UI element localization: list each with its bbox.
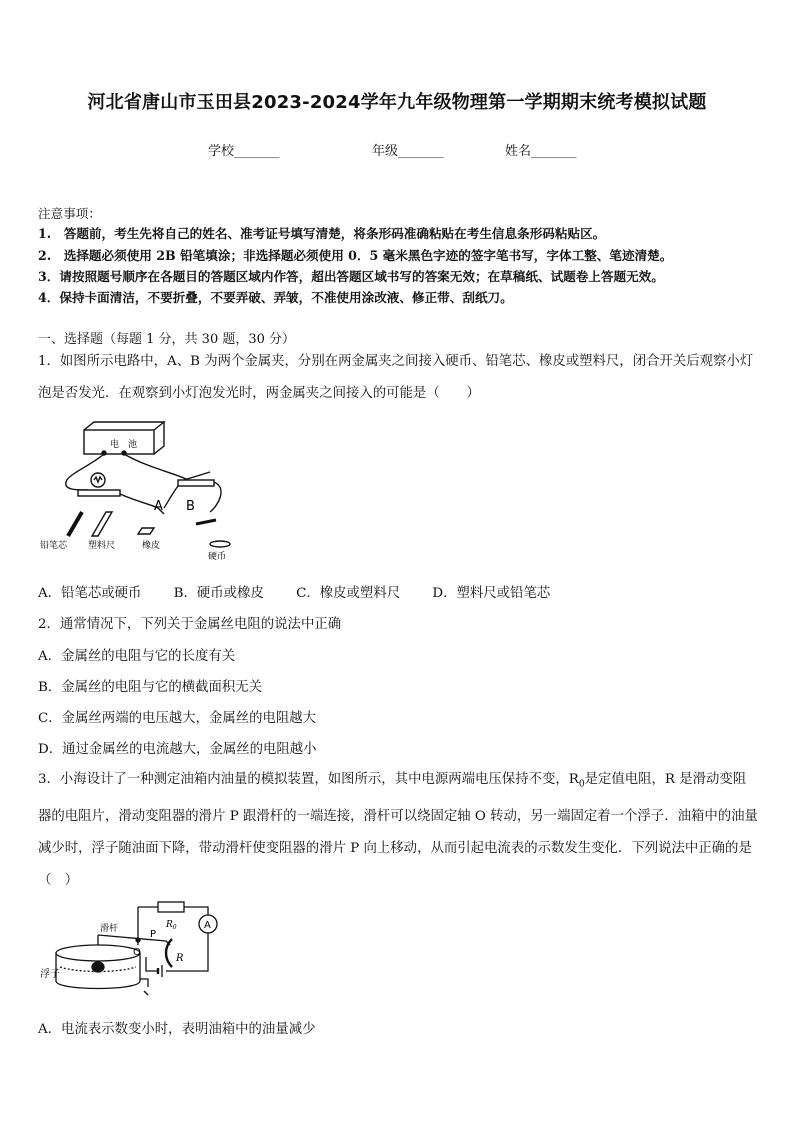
ruler-label: 塑料尺	[88, 541, 116, 551]
r0-label: $R_0$	[166, 920, 177, 931]
clip-a-label: A	[154, 499, 163, 514]
notice-heading: 注意事项：	[38, 206, 101, 221]
page-title: 河北省唐山市玉田县2023-2024学年九年级物理第一学期期末统考模拟试题	[87, 92, 707, 113]
q2-option-d: D．通过金属丝的电流越大，金属丝的电阻越小	[38, 742, 317, 757]
q2-option-b: B．金属丝的电阻与它的横截面积无关	[38, 680, 263, 695]
slider-p-label: P	[150, 929, 157, 940]
q2-option-a: A．金属丝的电阻与它的长度有关	[38, 649, 236, 664]
coin-label: 硬币	[208, 552, 227, 562]
clip-b-label: B	[186, 499, 195, 514]
q3-stem-part-a: 3．小海设计了一种测定油箱内油量的模拟装置，如图所示，其中电源两端电压保持不变，R	[38, 772, 579, 787]
circuit-figure-1	[38, 416, 238, 566]
question-1-stem: 1．如图所示电路中，A、B 为两个金属夹，分别在两金属夹之间接入硬币、铅笔芯、橡皮或塑料尺，闭合开关后观察小灯泡是否发光．在观察到小灯泡发光时，两金属夹之间接入的可能是（ ）	[38, 354, 754, 401]
grade-field: 年级_______	[372, 144, 444, 159]
pencil-label: 铅笔芯	[40, 541, 68, 551]
q1-option-c: C．橡皮或塑料尺	[296, 586, 401, 601]
lever-label: 滑杆	[100, 924, 119, 934]
axis-o-label: O	[133, 947, 141, 958]
q3-stem-subscript: 0	[578, 779, 585, 790]
battery-label: 电 池	[110, 440, 138, 450]
notice-item: 4．保持卡面清洁，不要折叠，不要弄破、弄皱，不准使用涂改液、修正带、刮纸刀。	[38, 290, 513, 305]
ammeter-label: A	[204, 920, 211, 931]
q2-option-c: C．金属丝两端的电压越大，金属丝的电阻越大	[38, 711, 317, 726]
q1-option-a: A．铅笔芯或硬币	[38, 586, 142, 601]
q1-option-b: B．硬币或橡皮	[173, 586, 264, 601]
question-3-stem	[38, 764, 758, 897]
notice-item: 2. 选择题必须使用 2B 铅笔填涂；非选择题必须使用 0．5 毫米黑色字迹的签字笔书写，字体工整、笔迹清楚。	[38, 248, 673, 263]
notice-item: 3．请按照题号顺序在各题目的答题区域内作答，超出答题区域书写的答案无效；在草稿纸、试题卷上答题无效。	[38, 269, 664, 284]
q3-option-a: A．电流表示数变小时，表明油箱中的油量减少	[38, 1022, 316, 1037]
notice-item: 1. 答题前，考生先将自己的姓名、准考证号填写清楚，将条形码准确粘贴在考生信息条形码粘贴区。	[38, 226, 606, 241]
school-field: 学校_______	[208, 144, 280, 159]
name-field: 姓名_______	[505, 144, 577, 159]
question-1-options	[38, 582, 578, 601]
r-label: R	[176, 953, 184, 964]
float-label: 浮子	[40, 969, 60, 980]
question-2-stem: 2．通常情况下，下列关于金属丝电阻的说法中正确	[38, 617, 342, 632]
q1-option-d: D．塑料尺或铅笔芯	[432, 586, 551, 601]
oil-gauge-figure	[38, 891, 228, 1009]
eraser-label: 橡皮	[142, 541, 161, 551]
q3-stem-part-b: 是定值电阻，R 是滑动变阻器的电阻片，滑动变阻器的滑片 P 跟滑杆的一端连接，滑杆可以绕固定轴 O 转动，另一端固定着一个浮子．油箱中的油量减少时，浮子随油面下降，带动滑杆使变阻器的滑片 P 向上移动，从而引起电流表的示数发生变化．下列说法中正确的是（ ）	[38, 772, 758, 888]
section-heading: 一、选择题（每题 1 分，共 30 题，30 分）	[38, 332, 296, 347]
